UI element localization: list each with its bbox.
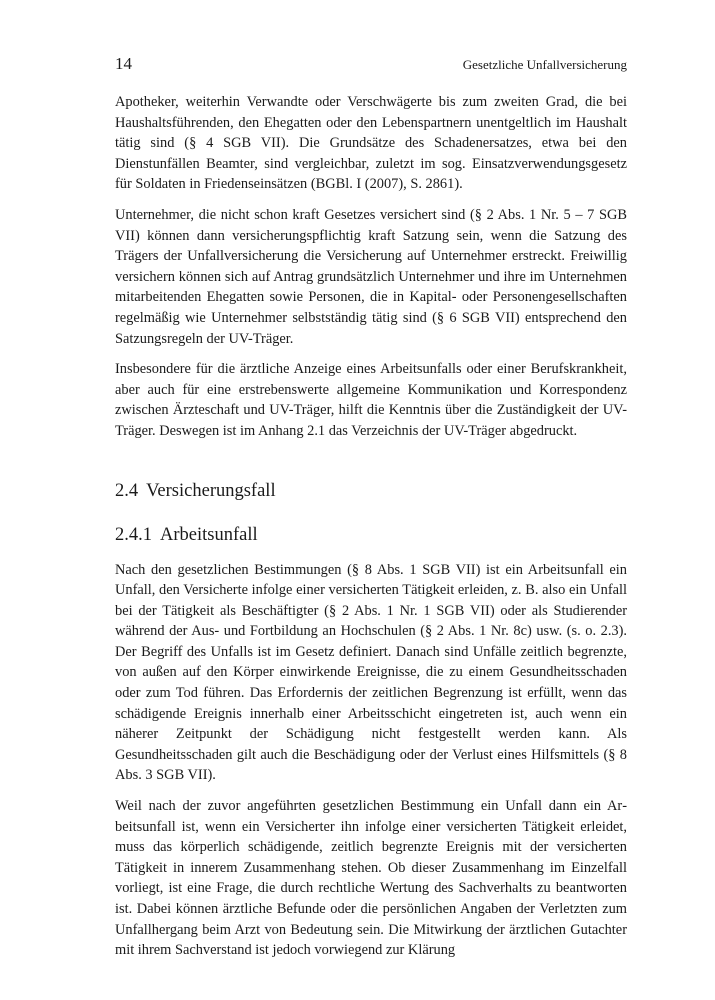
section-number: 2.4 xyxy=(115,480,139,501)
subsection-title: Arbeitsunfall xyxy=(160,524,258,545)
body-paragraph: Weil nach der zuvor angeführten gesetzlichen Bestimmung ein Unfall dann ein Arbeitsunfall ist, wenn ein Versicherter ihn infolge einer versicherten Tätigkeit erleidet, muss das körperlich schädigende, zeitlich begrenzte Ereignis mit der versicherten Tätigkeit in innerem Zusammenhang stehen. Ob dieser Zusammenhang im Einzelfall vorliegt, ist eine Frage, die durch rechtliche Wertung des Sachverhalts zu beantworten ist. Dabei können ärztliche Befunde oder die persönlichen Angaben der Verletzten zum Unfallhergang beim Arzt von Bedeutung sein. Die Mitwirkung der ärztlichen Gutachter mit ihrem Sachverstand ist jedoch vorwiegend zur Klärung xyxy=(115,798,627,959)
body-paragraph: Nach den gesetzlichen Bestimmungen (§ 8 Abs. 1 SGB VII) ist ein Arbeitsunfall ein Unfall, den Versicherte infolge einer versicherten Tätigkeit erleiden, z. B. also ein Unfall bei der Tätigkeit als Beschäftigter (§ 2 Abs. 1 Nr. 1 SGB VII) oder als Studierender während der Aus- und Fortbildung an Hochschulen (§ 2 Abs. 1 Nr. 8c) usw. (s. o. 2.3). Der Begriff des Unfalls ist im Gesetz definiert. Danach sind Unfälle zeitlich begrenzte, von außen auf den Körper einwirkende Ereignisse, die zu einem Gesundheitsschaden oder zum Tod führen. Das Erfordernis der zeitlichen Begrenzung ist erfüllt, wenn das schädigende Ereignis innerhalb einer Arbeitsschicht eingetreten ist, auch wenn ein näherer Zeitpunkt der Schädigung nicht festgestellt werden kann. Als Gesundheitsschaden gilt auch die Beschädigung oder der Verlust eines Hilfsmittels (§ 8 Abs. 3 SGB VII). xyxy=(115,561,627,784)
page-number: 14 xyxy=(115,54,132,73)
running-title: Gesetzliche Unfallversicherung xyxy=(462,57,627,72)
body-paragraph: Apotheker, weiterhin Verwandte oder Verschwägerte bis zum zweiten Grad, die bei Haushaltsführenden, den Ehegatten oder den Lebenspartnern unentgeltlich im Haushalt tätig sind (§ 4 SGB VII). Die Grundsätze des Schadenersatzes, etwa bei den Dienstunfällen Beamter, sind vergleichbar, zuletzt im sog. Einsatzverwendungsgesetz für Soldaten in Friedenseinsätzen (BGBl. I (2007), S. 2861). xyxy=(115,94,627,193)
subsection-heading xyxy=(115,523,627,547)
section-heading xyxy=(115,479,627,503)
page-body xyxy=(115,92,627,971)
section-title: Versicherungsfall xyxy=(146,480,276,501)
body-paragraph: Insbesondere für die ärztliche Anzeige eines Arbeitsunfalls oder einer Berufskrankheit, aber auch für eine erstrebenswerte allgemeine Kommunikation und Korrespondenz zwischen Ärzteschaft und UV-Träger, hilft die Kenntnis über die Zuständigkeit der UV-Träger. Deswegen ist im Anhang 2.1 das Verzeichnis der UV-Träger abgedruckt. xyxy=(115,361,627,439)
body-paragraph: Unternehmer, die nicht schon kraft Gesetzes versichert sind (§ 2 Abs. 1 Nr. 5 – 7 SGB VII) können dann versicherungspflichtig kraft Satzung sein, wenn die Satzung des Trägers der Unfallversicherung die Versicherung auf Unternehmer erstreckt. Freiwillig versichern können sich auf Antrag grundsätzlich Unternehmer und ihre im Unternehmen mitarbeitenden Ehegatten sowie Personen, die in Kapital- oder Personengesellschaften regelmäßig wie Unternehmer selbstständig tätig sind (§ 6 SGB VII) entsprechend den Satzungsregeln der UV-Träger. xyxy=(115,206,627,347)
page-header xyxy=(115,54,627,76)
subsection-number: 2.4.1 xyxy=(115,524,152,545)
